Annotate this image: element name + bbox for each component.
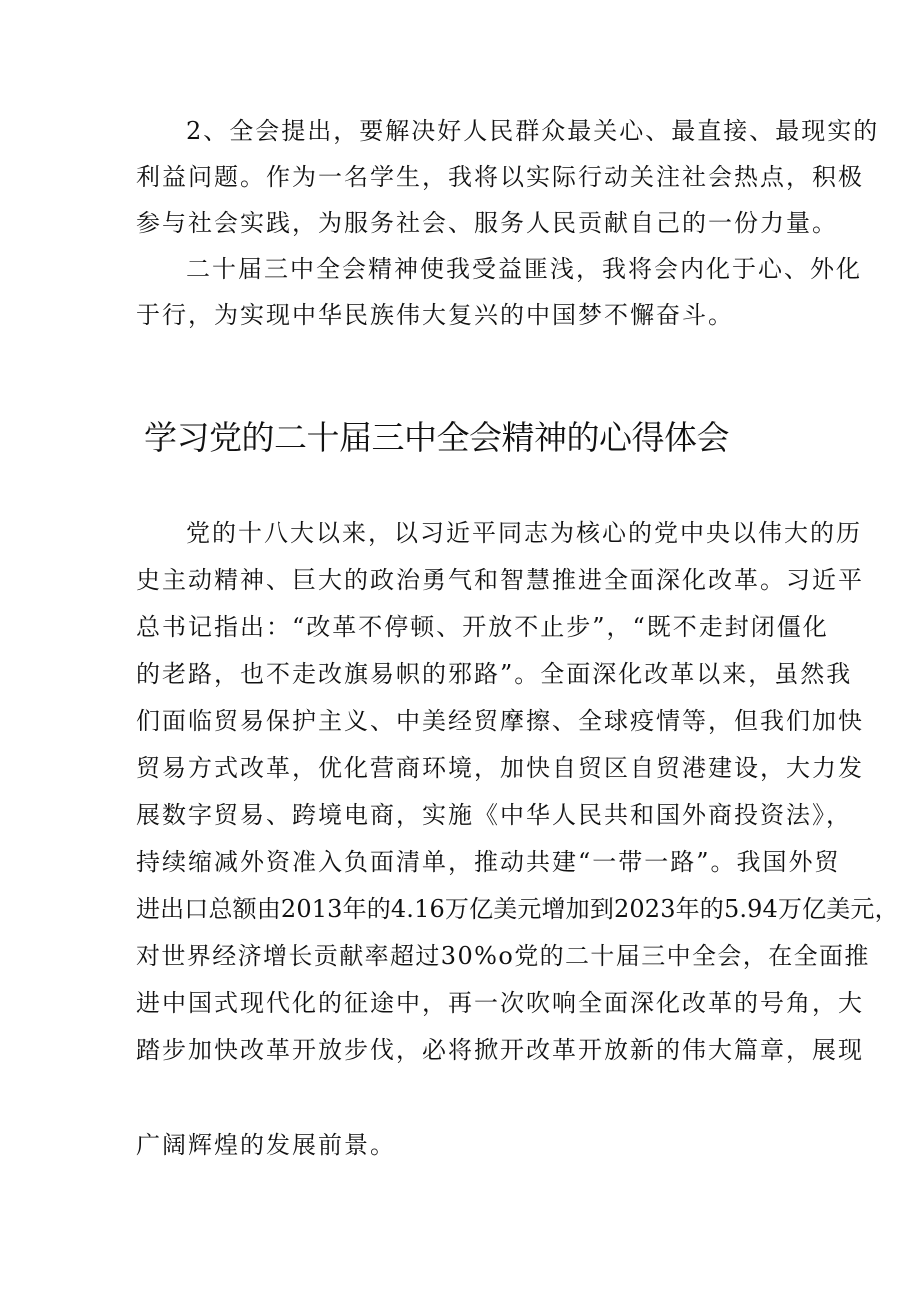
paragraph-line: 于行，为实现中华民族伟大复兴的中国梦不懈奋斗。 [136,301,734,329]
paragraph-line: 二十届三中全会精神使我受益匪浅，我将会内化于心、外化 [186,255,862,283]
paragraph-line: 对世界经济增长贡献率超过30%o党的二十届三中全会，在全面推 [136,942,870,970]
paragraph-line: 的老路，也不走改旗易帜的邪路”。全面深化改革以来，虽然我 [136,660,853,688]
paragraph-line: 持续缩减外资准入负面清单，推动共建“一带一路”。我国外贸 [136,848,841,876]
paragraph-line: 广阔辉煌的发展前景。 [136,1131,396,1159]
paragraph-line: 踏步加快改革开放步伐，必将掀开改革开放新的伟大篇章，展现 [136,1036,864,1064]
paragraph-line: 总书记指出：“改革不停顿、开放不止步”，“既不走封闭僵化 [136,613,829,641]
paragraph-line: 参与社会实践，为服务社会、服务人民贡献自己的一份力量。 [136,209,838,237]
paragraph-line: 进出口总额由2013年的4.16万亿美元增加到2023年的5.94万亿美元， [136,895,899,923]
paragraph-line: 2、全会提出，要解决好人民群众最关心、最直接、最现实的 [186,117,880,145]
paragraph-line: 史主动精神、巨大的政治勇气和智慧推进全面深化改革。习近平 [136,566,864,594]
paragraph-line: 们面临贸易保护主义、中美经贸摩擦、全球疫情等，但我们加快 [136,707,864,735]
paragraph-line: 利益问题。作为一名学生，我将以实际行动关注社会热点，积极 [136,163,864,191]
paragraph-line: 党的十八大以来，以习近平同志为核心的党中央以伟大的历 [186,519,862,547]
paragraph-line: 展数字贸易、跨境电商，实施《中华人民共和国外商投资法》， [136,801,852,829]
paragraph-line: 进中国式现代化的征途中，再一次吹响全面深化改革的号角，大 [136,989,864,1017]
document-title: 学习党的二十届三中全会精神的心得体会 [144,418,729,457]
paragraph-line: 贸易方式改革，优化营商环境，加快自贸区自贸港建设，大力发 [136,754,864,782]
